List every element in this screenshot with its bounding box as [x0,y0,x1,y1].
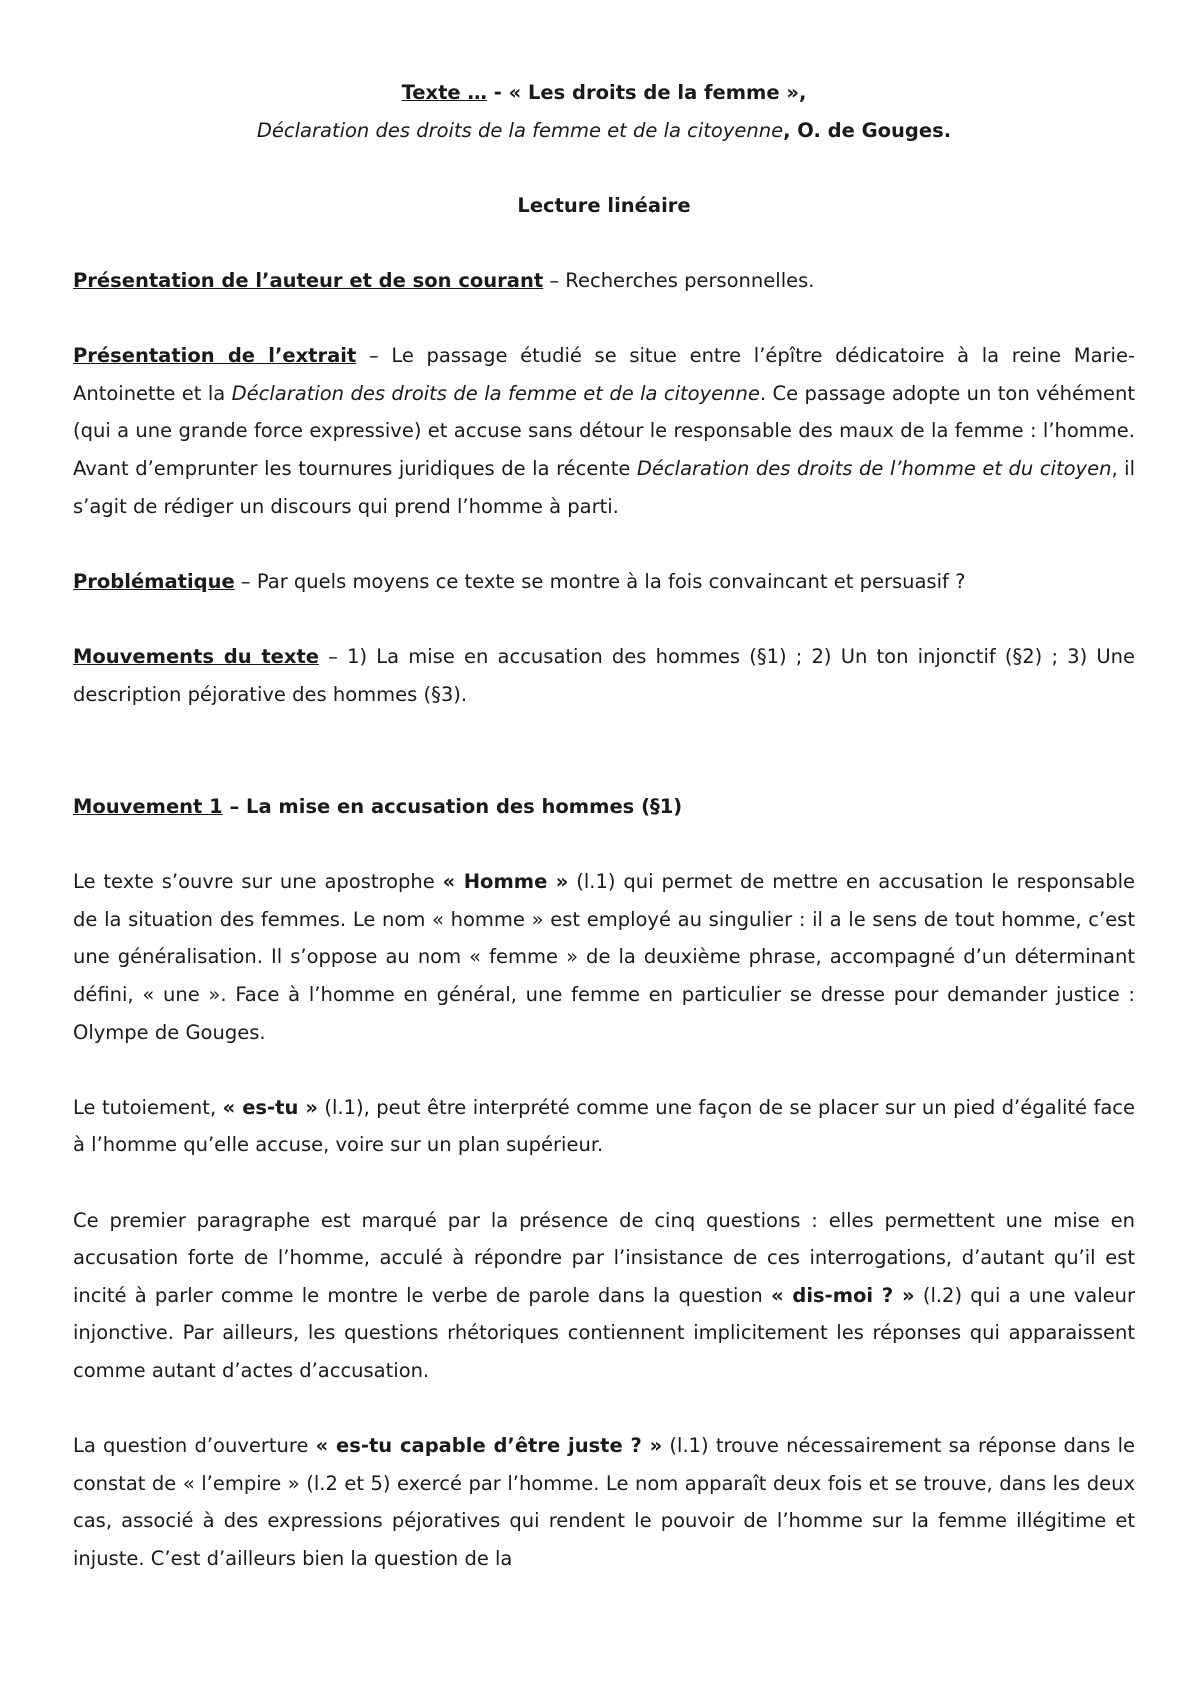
problematique-label: Problématique [73,569,235,593]
paragraph-3: Ce premier paragraphe est marqué par la présence de cinq questions : elles permettent une mise en accusation forte de l’homme, acculé à répondre par l’insistance de ces interrogations, d’autant qu’il est incité à parler comme le montre le verbe de parole dans la question « dis-moi ? » (l.2) qui a une valeur injonctive. Par ailleurs, les questions rhétoriques contiennent implicitement les réponses qui apparaissent comme autant d’actes d’accusation. [73,1208,1135,1382]
mouvements-label: Mouvements du texte [73,644,320,668]
mouvement1-title: – La mise en accusation des hommes (§1) [222,795,683,819]
presentation-extrait: Présentation de l’extrait – Le passage étudié se situe entre l’épître dédicatoire à la reine Marie-Antoinette et la Déclaration des droits de la femme et de la citoyenne. Ce passage adopte un ton véhément (qui a une grande force expressive) et accuse sans détour le responsable des maux de la femme : l’homme. Avant d’emprunter les tournures juridiques de la récente Déclaration des droits de l’homme et du citoyen, il s’agit de rédiger un discours qui prend l’homme à parti. [73,344,1136,518]
title-text-label: Texte … [401,81,487,104]
problematique: Problématique – Par quels moyens ce texte se montre à la fois convaincant et persuasif ? [73,569,966,593]
mouvements-du-texte: Mouvements du texte – 1) La mise en accusation des hommes (§1) ; 2) Un ton injonctif (§2) ; 3) Une description péjorative des hommes (§3). [73,644,1135,706]
document-subtitle [73,112,1135,150]
presentation-auteur: Présentation de l’auteur et de son courant – Recherches personnelles. [73,268,815,292]
paragraph-4: La question d’ouverture « es-tu capable d’être juste ? » (l.1) trouve nécessairement sa réponse dans le constat de « l’empire » (l.2 et 5) exercé par l’homme. Le nom apparaît deux fois et se trouve, dans les deux cas, associé à des expressions péjoratives qui rendent le pouvoir de l’homme sur la femme illégitime et injuste. C’est d’ailleurs bien la question de la [73,1434,1136,1570]
mouvement1-label: Mouvement 1 [73,795,223,819]
document-page [73,74,1135,1578]
document-title [73,74,1135,112]
presentation-extrait-label: Présentation de l’extrait [73,344,357,368]
subtitle-author: , O. de Gouges. [783,118,952,142]
paragraph-1: Le texte s’ouvre sur une apostrophe « Homme » (l.1) qui permet de mettre en accusation le responsable de la situation des femmes. Le nom « homme » est employé au singulier : il a le sens de tout homme, c’est une généralisation. Il s’oppose au nom « femme » de la deuxième phrase, accompagné d’un déterminant défini, « une ». Face à l’homme en général, une femme en particulier se dresse pour demander justice : Olympe de Gouges. [73,870,1135,1044]
mouvement1-heading [73,788,1135,826]
lecture-heading: Lecture linéaire [517,193,691,217]
title-rest: - « Les droits de la femme », [486,81,807,104]
subtitle-work: Déclaration des droits de la femme et de la citoyenne [256,118,784,142]
presentation-auteur-label: Présentation de l’auteur et de son courant [73,268,544,292]
paragraph-2: Le tutoiement, « es-tu » (l.1), peut être interprété comme une façon de se placer sur un pied d’égalité face à l’homme qu’elle accuse, voire sur un plan supérieur. [73,1095,1136,1157]
